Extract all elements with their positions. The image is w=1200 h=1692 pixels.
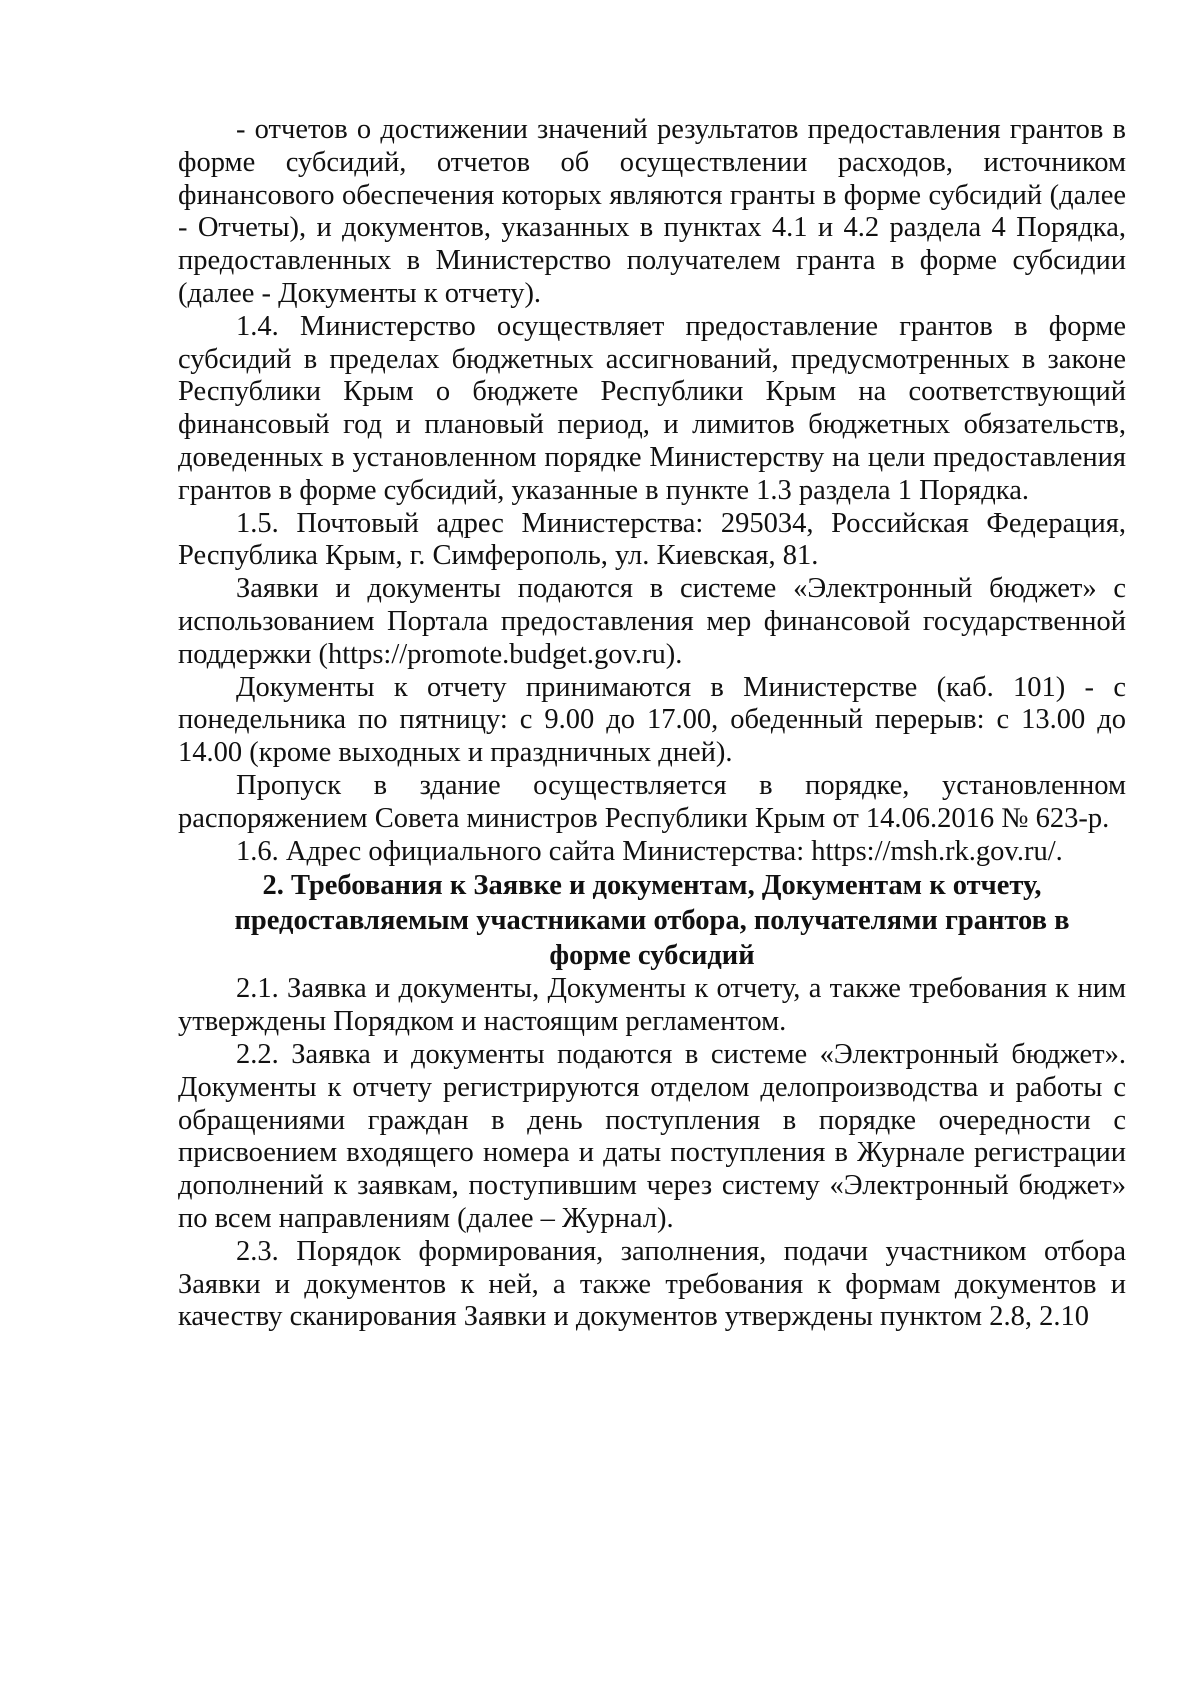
document-body xyxy=(178,114,1126,1334)
section-heading-2: 2. Требования к Заявке и документам, Документам к отчету, предоставляемым участниками отбора, получателями грантов в форме субсидий xyxy=(234,870,1070,972)
paragraph-2-1: 2.1. Заявка и документы, Документы к отчету, а также требования к ним утверждены Порядком и настоящим регламентом. xyxy=(178,973,1126,1038)
paragraph-electronic-budget: Заявки и документы подаются в системе «Электронный бюджет» с использованием Портала предоставления мер финансовой государственной поддержки (https://promote.budget.gov.ru). xyxy=(178,573,1126,670)
paragraph-reports-definition: - отчетов о достижении значений результатов предоставления грантов в форме субсидий, отчетов об осуществлении расходов, источником финансового обеспечения которых являются гранты в форме субсидий (далее - Отчеты), и документов, указанных в пунктах 4.1 и 4.2 раздела 4 Порядка, предоставленных в Министерство получателем гранта в форме субсидии (далее - Документы к отчету). xyxy=(178,114,1126,309)
paragraph-1-6-website: 1.6. Адрес официального сайта Министерства: https://msh.rk.gov.ru/. xyxy=(236,835,1063,867)
paragraph-building-pass: Пропуск в здание осуществляется в порядке, установленном распоряжением Совета министров Республики Крым от 14.06.2016 № 623-р. xyxy=(178,769,1126,834)
paragraph-1-5-postal-address: 1.5. Почтовый адрес Министерства: 295034, Российская Федерация, Республика Крым, г. Симферополь, ул. Киевская, 81. xyxy=(178,507,1126,572)
paragraph-1-4: 1.4. Министерство осуществляет предоставление грантов в форме субсидий в пределах бюджетных ассигнований, предусмотренных в законе Республики Крым о бюджете Республики Крым на соответствующий финансовый год и плановый период, и лимитов бюджетных обязательств, доведенных в установленном порядке Министерству на цели предоставления грантов в форме субсидий, указанные в пункте 1.3 раздела 1 Порядка. xyxy=(178,310,1126,506)
paragraph-2-2: 2.2. Заявка и документы подаются в системе «Электронный бюджет». Документы к отчету регистрируются отделом делопроизводства и работы с обращениями граждан в день поступления в порядке очередности с присвоением входящего номера и даты поступления в Журнале регистрации дополнений к заявкам, поступившим через систему «Электронный бюджет» по всем направлениям (далее – Журнал). xyxy=(178,1038,1126,1234)
paragraph-office-hours: Документы к отчету принимаются в Министерстве (каб. 101) - с понедельника по пятницу: с 9.00 до 17.00, обеденный перерыв: с 13.00 до 14.00 (кроме выходных и праздничных дней). xyxy=(178,671,1126,769)
paragraph-2-3: 2.3. Порядок формирования, заполнения, подачи участником отбора Заявки и документов к ней, а также требования к формам документов и качеству сканирования Заявки и документов утверждены пунктом 2.8, 2.10 xyxy=(178,1235,1126,1333)
